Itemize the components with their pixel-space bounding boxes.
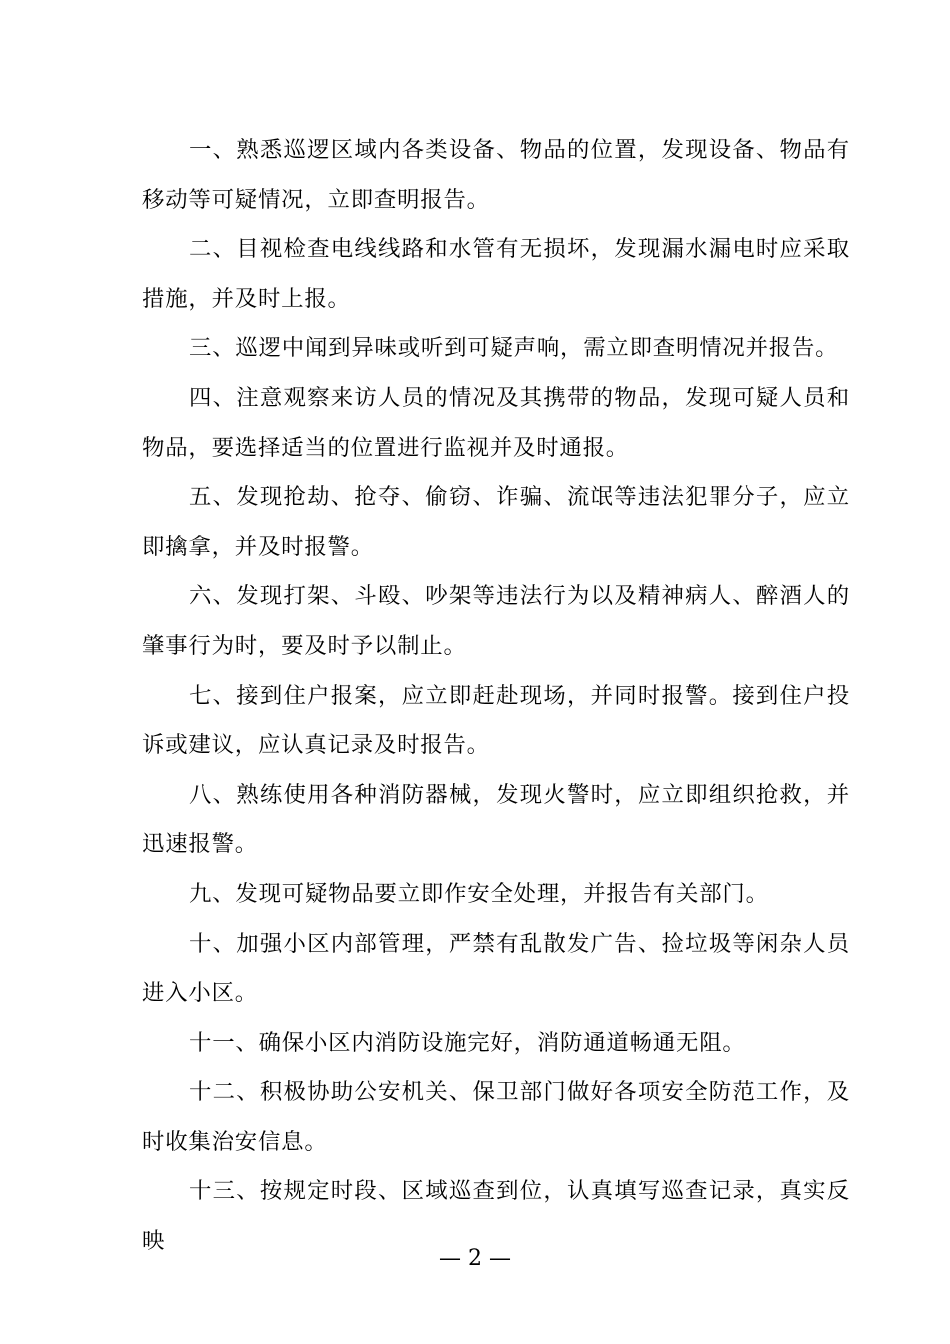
paragraph-10: 十、加强小区内部管理，严禁有乱散发广告、捡垃圾等闲杂人员进入小区。 bbox=[142, 930, 850, 1007]
paragraph-4: 四、注意观察来访人员的情况及其携带的物品，发现可疑人员和物品，要选择适当的位置进行监视并及时通报。 bbox=[142, 384, 850, 461]
paragraph-13: 十三、按规定时段、区域巡查到位，认真填写巡查记录，真实反映 bbox=[142, 1178, 850, 1255]
paragraph-1: 一、熟悉巡逻区域内各类设备、物品的位置，发现设备、物品有移动等可疑情况，立即查明报告。 bbox=[142, 137, 850, 213]
paragraph-3: 三、巡逻中闻到异味或听到可疑声响，需立即查明情况并报告。 bbox=[189, 335, 839, 362]
paragraph-5: 五、发现抢劫、抢夺、偷窃、诈骗、流氓等违法犯罪分子，应立即擒拿，并及时报警。 bbox=[142, 484, 850, 560]
paragraph-6: 六、发现打架、斗殴、吵架等违法行为以及精神病人、醉酒人的肇事行为时，要及时予以制止。 bbox=[142, 583, 850, 659]
document-body bbox=[142, 126, 850, 1267]
paragraph-7: 七、接到住户报案，应立即赶赴现场，并同时报警。接到住户投诉或建议，应认真记录及时报告。 bbox=[142, 682, 850, 759]
page-number: — 2 — bbox=[439, 1246, 511, 1271]
paragraph-11: 十一、确保小区内消防设施完好，消防通道畅通无阻。 bbox=[189, 1029, 746, 1056]
paragraph-2: 二、目视检查电线线路和水管有无损坏，发现漏水漏电时应采取措施，并及时上报。 bbox=[142, 236, 850, 312]
paragraph-12: 十二、积极协助公安机关、保卫部门做好各项安全防范工作，及时收集治安信息。 bbox=[142, 1079, 850, 1155]
paragraph-9: 九、发现可疑物品要立即作安全处理，并报告有关部门。 bbox=[189, 880, 769, 907]
paragraph-8: 八、熟练使用各种消防器械，发现火警时，应立即组织抢救，并迅速报警。 bbox=[142, 781, 850, 858]
